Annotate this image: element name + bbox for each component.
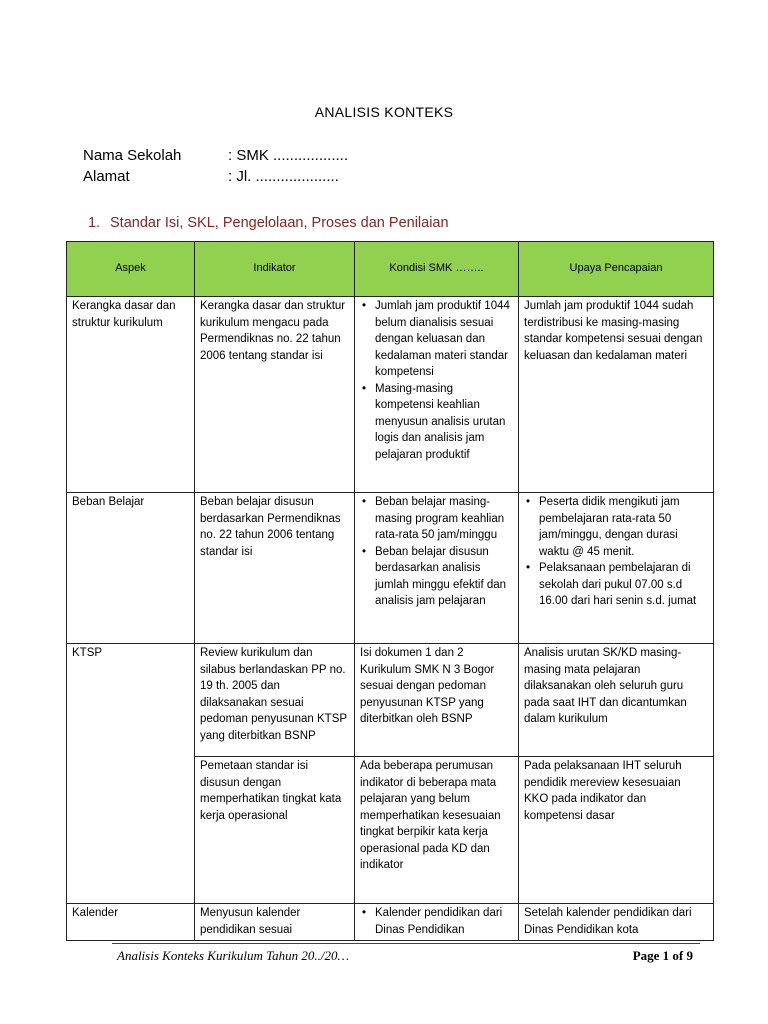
page-number: Page 1 of 9 bbox=[632, 948, 693, 963]
effort-cell: Analisis urutan SK/KD masing-masing mata pelajaran dilaksanakan oleh seluruh guru pada saat IHT dan dicantumkan dalam kurikulum bbox=[519, 644, 714, 757]
header-aspek: Aspek bbox=[67, 242, 195, 297]
condition-list bbox=[360, 494, 513, 610]
condition-cell bbox=[355, 297, 519, 493]
school-name-label: Nama Sekolah bbox=[83, 147, 182, 164]
indicator-cell: Review kurikulum dan silabus berlandaskan PP no. 19 th. 2005 dan dilaksanakan sesuai pedoman penyusunan KTSP yang diterbitkan BSNP bbox=[195, 644, 355, 757]
footer-divider bbox=[112, 943, 700, 944]
effort-cell: Setelah kalender pendidikan dari Dinas Pendidikan kota bbox=[519, 904, 714, 941]
indicator-cell: Menyusun kalender pendidikan sesuai bbox=[195, 904, 355, 941]
condition-cell: Ada beberapa perumusan indikator di beberapa mata pelajaran yang belum memperhatikan kesesuaian tingkat berpikir kata kerja operasional pada KD dan indikator bbox=[355, 757, 519, 904]
list-item: • Beban belajar masing-masing program keahlian rata-rata 50 jam/minggu bbox=[375, 494, 513, 544]
list-item: • Jumlah jam produktif 1044 belum dianalisis sesuai dengan keluasan dan kedalaman materi standar kompetensi bbox=[375, 298, 513, 381]
effort-list bbox=[524, 494, 708, 610]
aspect-cell: Kerangka dasar dan struktur kurikulum bbox=[67, 297, 195, 493]
aspect-cell: Kalender bbox=[67, 904, 195, 941]
aspect-cell: KTSP bbox=[67, 644, 195, 904]
list-item: • Pelaksanaan pembelajaran di sekolah dari pukul 07.00 s.d 16.00 dari hari senin s.d. jumat bbox=[539, 560, 708, 610]
header-upaya: Upaya Pencapaian bbox=[519, 242, 714, 297]
list-item: • Masing-masing kompetensi keahlian menyusun analisis urutan logis dan analisis jam pelajaran produktif bbox=[375, 381, 513, 464]
address-value: : Jl. .................... bbox=[228, 168, 339, 185]
condition-list bbox=[360, 298, 513, 463]
analysis-table bbox=[66, 241, 714, 941]
table-row bbox=[67, 904, 714, 941]
header-kondisi: Kondisi SMK …….. bbox=[355, 242, 519, 297]
table-row bbox=[67, 644, 714, 757]
table-header-row bbox=[67, 242, 714, 297]
list-item: • Kalender pendidikan dari Dinas Pendidikan bbox=[375, 905, 513, 938]
header-indikator: Indikator bbox=[195, 242, 355, 297]
list-item: • Peserta didik mengikuti jam pembelajaran rata-rata 50 jam/minggu, dengan durasi waktu @ 45 menit. bbox=[539, 494, 708, 560]
condition-list bbox=[360, 905, 513, 938]
section-heading bbox=[88, 215, 449, 231]
indicator-cell: Beban belajar disusun berdasarkan Permendiknas no. 22 tahun 2006 tentang standar isi bbox=[195, 493, 355, 644]
aspect-cell: Beban Belajar bbox=[67, 493, 195, 644]
document-title: ANALISIS KONTEKS bbox=[314, 104, 454, 120]
effort-cell bbox=[519, 493, 714, 644]
effort-cell: Pada pelaksanaan IHT seluruh pendidik mereview kesesuaian KKO pada indikator dan kompetensi dasar bbox=[519, 757, 714, 904]
school-name-line bbox=[83, 147, 348, 164]
footer-title: Analisis Konteks Kurikulum Tahun 20../20… bbox=[117, 948, 350, 963]
condition-cell bbox=[355, 493, 519, 644]
section-title: Standar Isi, SKL, Pengelolaan, Proses dan Penilaian bbox=[110, 215, 449, 231]
school-name-value: : SMK .................. bbox=[228, 147, 349, 164]
indicator-cell: Pemetaan standar isi disusun dengan memperhatikan tingkat kata kerja operasional bbox=[195, 757, 355, 904]
address-label: Alamat bbox=[83, 168, 130, 185]
effort-cell: Jumlah jam produktif 1044 sudah terdistribusi ke masing-masing standar kompetensi sesuai dengan keluasan dan kedalaman materi bbox=[519, 297, 714, 493]
list-item: • Beban belajar disusun berdasarkan analisis jumlah minggu efektif dan analisis jam pelajaran bbox=[375, 544, 513, 610]
table-row bbox=[67, 493, 714, 644]
condition-cell: Isi dokumen 1 dan 2 Kurikulum SMK N 3 Bogor sesuai dengan pedoman penyusunan KTSP yang diterbitkan oleh BSNP bbox=[355, 644, 519, 757]
address-line bbox=[83, 168, 339, 185]
condition-cell bbox=[355, 904, 519, 941]
table-row bbox=[67, 297, 714, 493]
indicator-cell: Kerangka dasar dan struktur kurikulum mengacu pada Permendiknas no. 22 tahun 2006 tentang standar isi bbox=[195, 297, 355, 493]
section-number: 1. bbox=[88, 215, 101, 231]
